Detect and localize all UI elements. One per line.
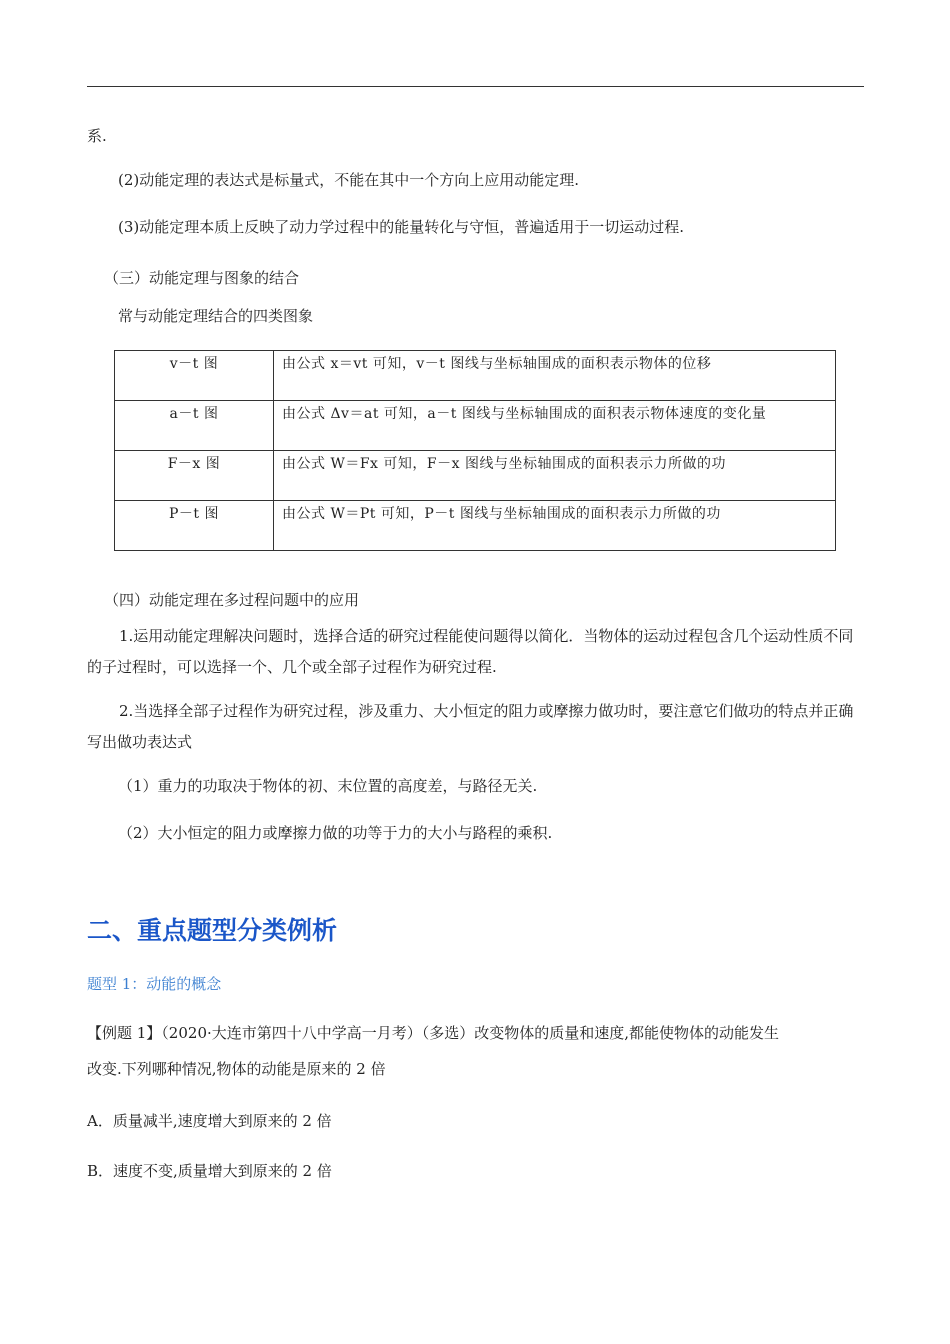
table-row (115, 451, 836, 501)
graph-types-table (114, 350, 836, 551)
continuation-text: 系. (87, 127, 107, 145)
graph-name-cell: v－t 图 (115, 351, 274, 401)
section4-paragraph-2: 2.当选择全部子过程作为研究过程，涉及重力、大小恒定的阻力或摩擦力做功时，要注意它们做功的特点并正确写出做功表达式 (87, 702, 854, 751)
section4-item-2: （2）大小恒定的阻力或摩擦力做的功等于力的大小与路程的乘积. (118, 824, 553, 842)
graph-desc-cell: 由公式 Δv＝at 可知，a－t 图线与坐标轴围成的面积表示物体速度的变化量 (274, 401, 836, 451)
part2-title: 二、重点题型分类例析 (87, 916, 338, 945)
example-1-line-2: 改变.下列哪种情况,物体的动能是原来的 2 倍 (87, 1060, 386, 1078)
graph-desc-cell: 由公式 x＝vt 可知，v－t 图线与坐标轴围成的面积表示物体的位移 (274, 351, 836, 401)
section3-heading: （三）动能定理与图象的结合 (104, 269, 300, 287)
graph-name-cell: F－x 图 (115, 451, 274, 501)
table-row (115, 351, 836, 401)
example-1-line-1: 【例题 1】（2020·大连市第四十八中学高一月考）（多选）改变物体的质量和速度,都能使物体的动能发生 (87, 1024, 780, 1042)
header-rule (87, 86, 864, 87)
graph-name-cell: P－t 图 (115, 501, 274, 551)
section3-subheading: 常与动能定理结合的四类图象 (118, 307, 314, 325)
table-row (115, 401, 836, 451)
graph-desc-cell: 由公式 W＝Pt 可知，P－t 图线与坐标轴围成的面积表示力所做的功 (274, 501, 836, 551)
graph-name-cell: a－t 图 (115, 401, 274, 451)
question-type-1: 题型 1：动能的概念 (87, 975, 222, 993)
section4-item-1: （1）重力的功取决于物体的初、末位置的高度差，与路径无关. (118, 777, 538, 795)
table-row (115, 501, 836, 551)
option-a: A．质量减半,速度增大到原来的 2 倍 (87, 1112, 332, 1130)
section4-heading: （四）动能定理在多过程问题中的应用 (104, 591, 360, 609)
option-b: B．速度不变,质量增大到原来的 2 倍 (87, 1162, 332, 1180)
note-3: (3)动能定理本质上反映了动力学过程中的能量转化与守恒，普遍适用于一切运动过程. (118, 218, 685, 236)
section4-paragraph-1: 1.运用动能定理解决问题时，选择合适的研究过程能使问题得以简化．当物体的运动过程包含几个运动性质不同的子过程时，可以选择一个、几个或全部子过程作为研究过程. (87, 627, 854, 676)
note-2: (2)动能定理的表达式是标量式，不能在其中一个方向上应用动能定理. (118, 171, 580, 189)
graph-desc-cell: 由公式 W＝Fx 可知，F－x 图线与坐标轴围成的面积表示力所做的功 (274, 451, 836, 501)
